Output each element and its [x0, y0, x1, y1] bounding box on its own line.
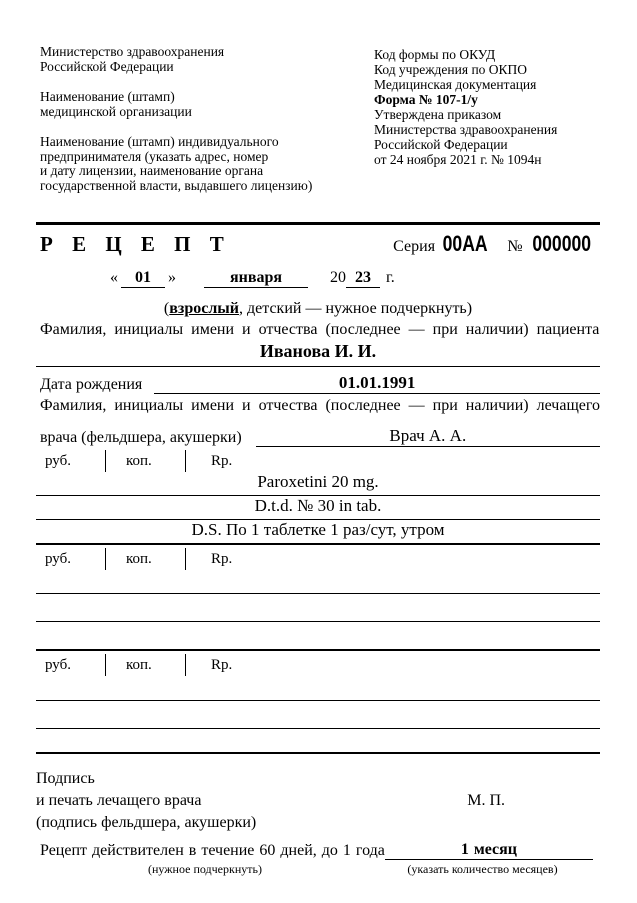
okud-code-label: Код формы по ОКУД — [374, 47, 496, 62]
header-separator — [36, 222, 600, 225]
open-quote: « — [110, 269, 118, 286]
ip-stamp-line-4: государственной власти, выдавшего лицензию) — [40, 177, 313, 193]
date-row — [110, 269, 600, 292]
signature-block — [36, 768, 600, 834]
validity-months-field: 1 месяц — [385, 841, 593, 860]
underline-needed-caption: (нужное подчеркнуть) — [148, 862, 262, 876]
type-adult-underlined: взрослый — [169, 300, 240, 317]
ministry-line-1: Министерство здравоохранения — [40, 44, 225, 59]
close-quote: » — [168, 269, 176, 286]
ministry-block — [40, 45, 370, 74]
approved-line-1: Утверждена приказом — [374, 107, 502, 122]
ip-stamp-line-2: предпринимателя (указать адрес, номер — [40, 148, 269, 164]
header-left-column — [36, 45, 370, 209]
rp-label: Rp. — [185, 654, 600, 676]
ip-stamp-line-3: и дату лицензии, наименование органа — [40, 163, 264, 178]
signature-line-1: Подпись — [36, 770, 95, 787]
org-stamp-line-2: медицинской организации — [40, 103, 192, 119]
rub-label: руб. — [45, 452, 71, 469]
doctor-name-row — [36, 422, 600, 447]
price-row-1 — [36, 450, 600, 472]
okpo-code-label: Код учреждения по ОКПО — [374, 62, 528, 77]
doctor-name-field: Врач А. А. — [256, 426, 600, 447]
doctor-name-label: Фамилия, инициалы имени и отчества (последнее — при наличии) лечащего — [40, 397, 601, 414]
form-number-label: Форма № 107-1/у — [374, 92, 478, 107]
date-year-suffix: г. — [386, 269, 395, 286]
number-value: 000000 — [531, 231, 591, 256]
price-row-3 — [36, 654, 600, 676]
patient-name-field: Иванова И. И. — [36, 341, 600, 367]
kop-label: коп. — [105, 548, 185, 570]
title-row — [36, 231, 600, 261]
org-stamp-line-1: Наименование (штамп) — [40, 89, 175, 104]
doctor-name-label-2: врача (фельдшера, акушерки) — [40, 429, 242, 446]
rub-label: руб. — [45, 656, 71, 673]
stamp-place-label: М. П. — [467, 792, 505, 809]
prescription-line-3: D.S. По 1 таблетке 1 раз/сут, утром — [36, 520, 600, 545]
rp-label: Rp. — [185, 548, 600, 570]
date-year-field: 23 — [346, 269, 380, 288]
series-value: 00AA — [442, 231, 488, 256]
ministry-line-2: Российской Федерации — [40, 58, 174, 74]
signature-line-2: и печать лечащего врача — [36, 792, 202, 809]
prescription-line-2: D.t.d. № 30 in tab. — [36, 496, 600, 520]
date-day-field: 01 — [121, 269, 165, 288]
validity-captions — [36, 862, 600, 877]
validity-row — [36, 840, 600, 860]
date-century-prefix: 20 — [330, 269, 346, 286]
patient-name-label: Фамилия, инициалы имени и отчества (последнее — при наличии) пациента — [40, 321, 600, 338]
rp-label: Rp. — [185, 450, 600, 472]
specify-months-caption: (указать количество месяцев) — [407, 862, 558, 876]
med-doc-label: Медицинская документация — [374, 77, 537, 92]
empty-prescription-line-thick — [36, 622, 600, 651]
price-row-2 — [36, 548, 600, 570]
form-header — [36, 45, 600, 209]
rub-label: руб. — [45, 550, 71, 567]
type-note-open: ( — [163, 300, 170, 317]
approved-line-3: Российской Федерации — [374, 137, 508, 152]
org-stamp-block — [40, 90, 370, 119]
type-note-rest: , детский — нужное подчеркнуть) — [239, 300, 473, 317]
empty-prescription-line-thick — [36, 729, 600, 754]
header-right-column — [374, 45, 600, 209]
validity-label: Рецепт действителен в течение 60 дней, до 1 года — [40, 842, 385, 859]
date-month-field: января — [204, 269, 308, 288]
number-label: № — [507, 238, 523, 255]
kop-label: коп. — [105, 450, 185, 472]
birth-date-label: Дата рождения — [40, 376, 143, 393]
empty-prescription-line — [36, 701, 600, 729]
approved-line-2: Министерства здравоохранения — [374, 122, 558, 137]
empty-prescription-line — [36, 570, 600, 594]
series-number-group — [393, 231, 600, 257]
prescription-line-1: Paroxetini 20 mg. — [36, 472, 600, 496]
approved-line-4: от 24 ноября 2021 г. № 1094н — [374, 152, 542, 167]
birth-date-row — [36, 370, 600, 394]
series-label: Серия — [393, 238, 436, 255]
empty-prescription-line — [36, 676, 600, 701]
patient-type-note — [36, 300, 600, 320]
ip-stamp-line-1: Наименование (штамп) индивидуального — [40, 134, 279, 149]
empty-prescription-line — [36, 594, 600, 622]
signature-line-3: (подпись фельдшера, акушерки) — [36, 814, 257, 831]
ip-stamp-block — [40, 135, 370, 193]
signature-labels — [36, 768, 256, 834]
birth-date-field: 01.01.1991 — [154, 373, 600, 394]
kop-label: коп. — [105, 654, 185, 676]
form-title: Р Е Ц Е П Т — [40, 232, 231, 256]
